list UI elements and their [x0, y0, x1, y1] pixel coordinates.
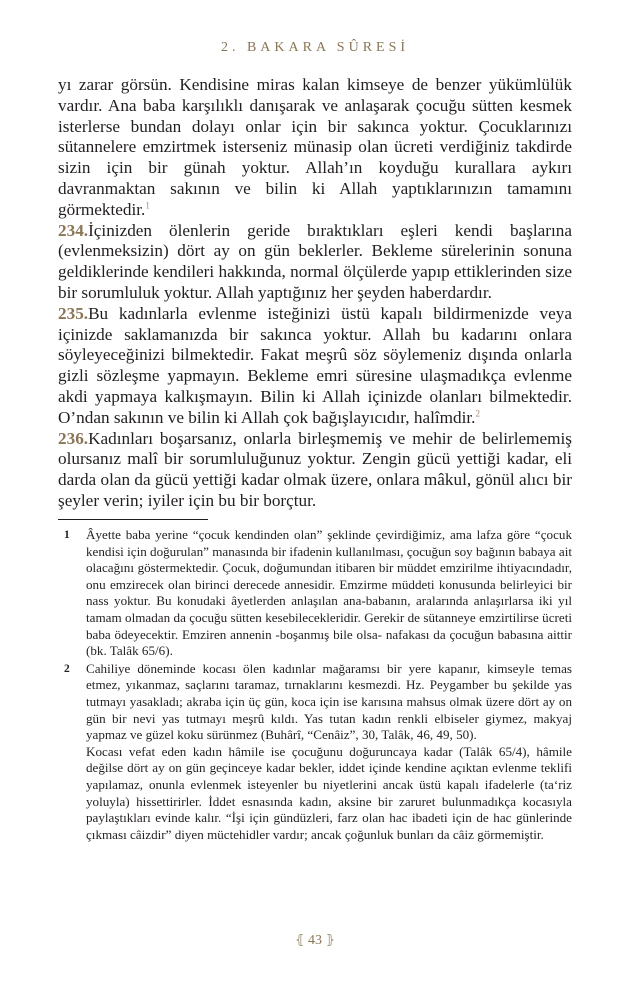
ornament-right-icon: ⦄ [325, 932, 336, 947]
paragraph-text: yı zarar görsün. Kendisine miras kalan kimseye de benzer yükümlülük vardır. Ana baba karşılıklı danışarak ve anlaşarak çocuğu sütten kesmek isterlerse bundan dolayı onlar için bir sakınca yoktur. Çocuklarınızı sütannelere emzirtmek isterseniz münasip olan ücreti verdiğiniz takdirde sizin için bir günah yoktur. Allah’ın koyduğu kurallara aykırı davranmaktan sakının ve bilin ki Allah yaptıklarınızın tamamını görmektedir. [58, 75, 572, 219]
footnotes [58, 527, 572, 843]
main-text [58, 75, 572, 512]
verse-text: İçinizden ölenlerin geride bıraktıkları eşleri kendi başlarına (evlenmeksizin) dört ay on gün beklerler. Bekleme sürelerinin sonuna geldiklerinde kendileri hakkında, normal ölçülerde yapıp ettiklerinden size bir sorumluluk yoktur. Allah yaptığınız her şeyden haberdardır. [58, 220, 572, 302]
verse-text: Kadınları boşarsanız, onlarla birleşmemiş ve mehir de belirlememiş olursanız malî bir sorumluluğunuz yoktur. Zengin gücü yettiği kadar, eli darda olan da gücü yettiği kadar olmak üzere, onlara mâkul, gönül alıcı bir şeyler verin; iyiler için bu bir borçtur. [58, 428, 572, 510]
footnote-ref-1[interactable]: 1 [145, 200, 150, 211]
footnote-text: Cahiliye döneminde kocası ölen kadınlar mağaramsı bir yere kapanır, kimseyle temas etmez, yıkanmaz, saçlarını taramaz, tırnaklarını kesmezdi. Hz. Peygamber bu şekilde yas tutmayı yasakladı; akraba için üç gün, koca için ise karısına mahsus olmak üzere dört ay on gün bir nevi yas tutmayı meşrû kıldı. Yas tutan kadın renkli elbiseler giymez, makyaj yapmaz ve güzel koku sürünmez (Buhârî, “Cenâiz”, 30, Talâk, 46, 49, 50). [86, 660, 572, 743]
footnote-1 [58, 527, 572, 660]
footnote-text: Âyette baba yerine “çocuk kendinden olan” şeklinde çevirdiğimiz, ama lafza göre “çocuk kendisi için doğurulan” manasında bir ifadenin kullanılması, çocuğun soy bağının babaya ait olacağını göstermektedir. Çocuk, doğumundan itibaren bir müddet emzirilme ihtiyacındadır, onu emzirecek olan birinci derecede annesidir. Emzirme müddeti konusunda belirleyici bir nass yoktur. Bu konudaki âyetlerden anlaşılan ana-babanın, aralarında anlaşırlarsa iki yıl tamam olmadan da çocuğu sütten kesebilecekleridir. Gerekir de sütanneye emzirtilirse ücreti baba ödeyecektir. Emziren annenin -boşanmış bile olsa- nafakası da çocuğun babasına aittir (bk. Talâk 65/6). [86, 527, 572, 659]
footnote-number: 1 [64, 529, 70, 541]
verse-number: 235. [58, 303, 89, 323]
verse-text: Bu kadınlarla evlenme isteğinizi üstü kapalı bildirmenizde veya içinizde saklamanızda bir sakınca yoktur. Allah bu kadarını onlara söyleyeceğinizi bilmektedir. Fakat meşrû söz söylemeniz dışında onlarla gizli sözleşme yapmayın. Bekleme emri süresine ulaşmadıkça evlenme akdi yapmaya kalkışmayın. Bilin ki Allah içinizde olanları bilmektedir. O’ndan sakının ve bilin ki Allah çok bağışlayıcıdır, halîmdir. [58, 303, 572, 427]
footnote-separator [58, 519, 208, 520]
running-head: 2. BAKARA SÛRESİ [220, 40, 410, 55]
ornament-left-icon: ⦃ [294, 932, 305, 947]
paragraph-continued [58, 75, 572, 221]
footnote-2 [58, 661, 572, 844]
page-number: 43 [308, 933, 322, 948]
footnote-ref-2[interactable]: 2 [475, 408, 480, 419]
verse-236 [58, 429, 572, 512]
footnote-number: 2 [64, 662, 70, 675]
verse-234 [58, 221, 572, 304]
page-number-footer [0, 932, 630, 949]
verse-235 [58, 304, 572, 429]
verse-number: 236. [58, 428, 89, 448]
footnote-text-continued: Kocası vefat eden kadın hâmile ise çocuğunu doğuruncaya kadar (Talâk 65/4), hâmile değilse dört ay on gün geçinceye kadar bekler, iddet içinde kendine açıktan evlenme teklifi yapılamaz, onunla evlenmek isteyenler bu niyetlerini ancak üstü kapalı ifadelerle (ta‘riz yoluyla) hissettirirler. İddet esnasında kadın, aksine bir zaruret bulunmadıkça kocasıyla paylaştıkları evinde kalır. “İşi için gündüzleri, farz olan hac ibadeti için de hac günlerinde çıkması câizdir” diyen müctehidler vardır; ancak çoğunluk bunları da câiz görmemiştir. [86, 743, 572, 842]
verse-number: 234. [58, 220, 89, 240]
